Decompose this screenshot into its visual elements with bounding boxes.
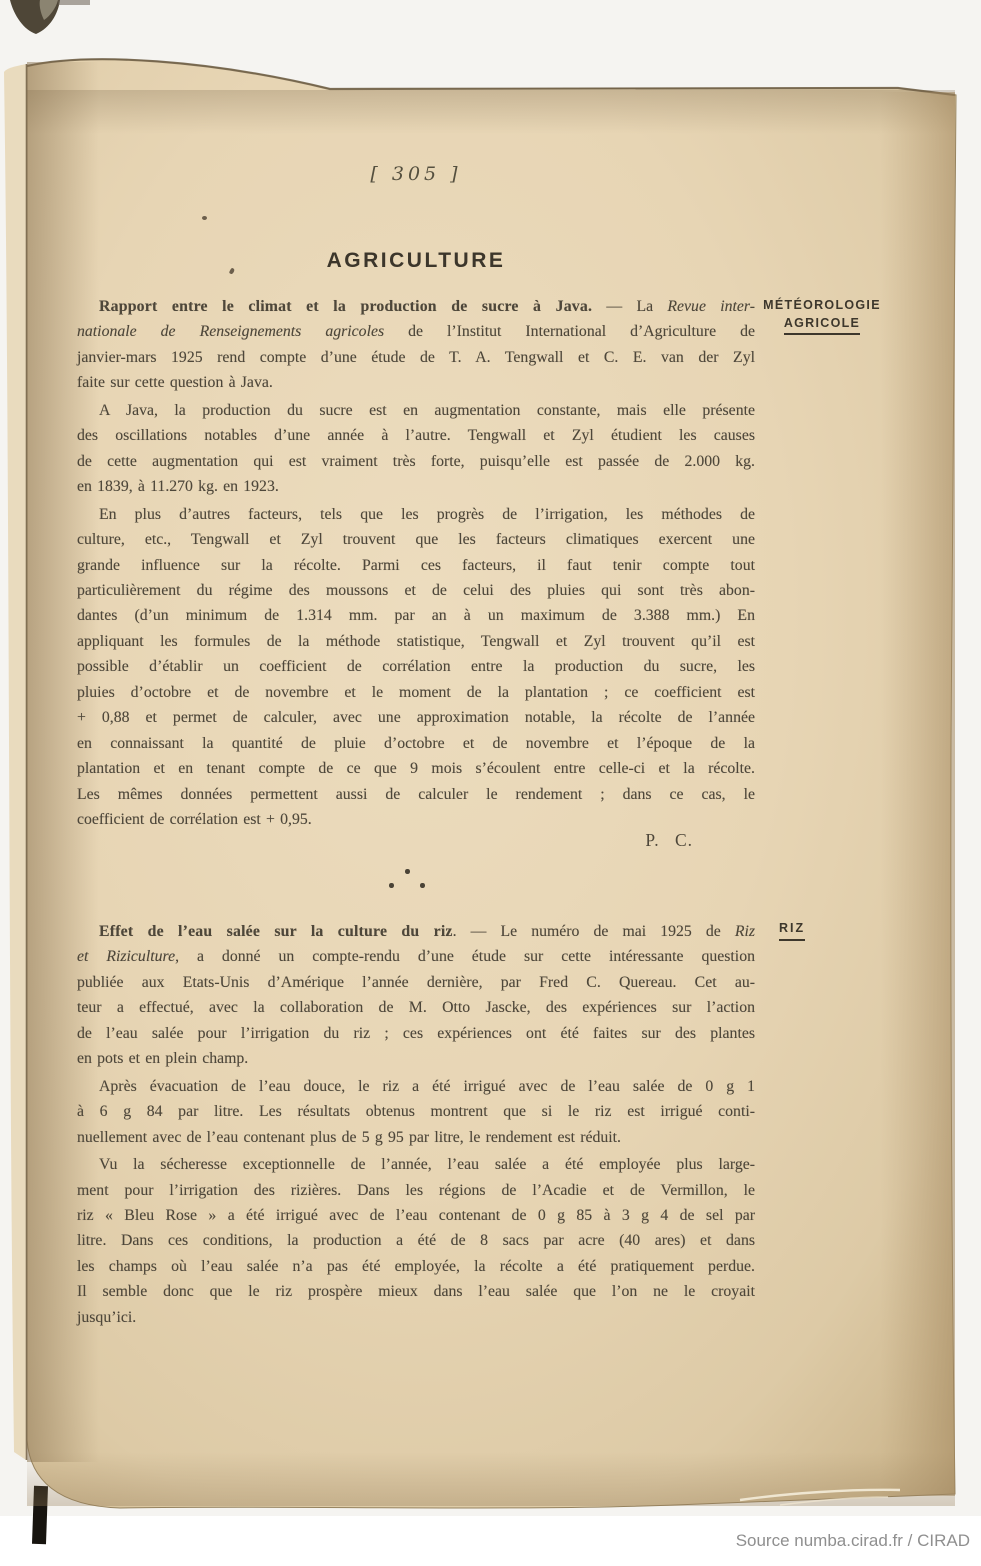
text-run: de cette augmentation qui est vraiment très forte, puisqu’elle est passée de 2.000 kg. — [77, 452, 755, 470]
text-line — [77, 449, 755, 474]
text-run: ment pour l’irrigation des rizières. Dans les régions de l’Acadie et de Vermillon, le — [77, 1181, 755, 1199]
text-line — [77, 1305, 755, 1330]
text-line — [77, 807, 755, 832]
text-line — [77, 782, 755, 807]
top-shadow — [27, 90, 955, 134]
text-line — [77, 345, 755, 370]
text-run: en 1839, à 11.270 kg. en 1923. — [77, 478, 279, 496]
margin-note-meteorologie-agricole — [761, 297, 883, 335]
asterism-dot — [389, 883, 394, 888]
text-line — [77, 1046, 755, 1071]
text-run: Riz — [734, 923, 755, 940]
page-number: [ 305 ] — [370, 163, 462, 185]
article-signature: P. C. — [645, 830, 693, 850]
text-line — [77, 680, 755, 705]
text-run: en connaissant la quantité de pluie d’octobre et de novembre et l’époque de la — [77, 734, 755, 752]
text-run: faite sur cette question à Java. — [77, 374, 273, 392]
text-run: jusqu’ici. — [77, 1308, 137, 1326]
text-line — [77, 1021, 755, 1046]
text-line — [77, 502, 755, 527]
paragraph — [77, 294, 755, 396]
text-line — [77, 1178, 755, 1203]
text-run: à 6 g 84 par litre. Les résultats obtenus montrent que si le riz est irrigué conti- — [77, 1103, 755, 1121]
text-run: Vu la sécheresse exceptionnelle de l’année, l’eau salée a été employée plus large- — [99, 1156, 755, 1174]
bottom-shadow — [27, 1452, 955, 1506]
text-line — [77, 1254, 755, 1279]
text-run: et Riziculture — [77, 948, 176, 966]
margin-note-line-underlined: RIZ — [779, 920, 805, 941]
text-run: janvier-mars 1925 rend compte d’une étude de T. A. Tengwall et C. E. van der Zyl — [77, 348, 755, 366]
text-line — [77, 1074, 755, 1099]
text-line — [77, 370, 755, 395]
text-run: coefficient de corrélation est + 0,95. — [77, 811, 312, 829]
margin-note-line: MÉTÉOROLOGIE — [763, 298, 881, 312]
text-run: dantes (d’un minimum de 1.314 mm. par an à un maximum de 3.388 mm.) En — [77, 607, 755, 625]
article-eau-salee-riz — [77, 919, 755, 1332]
text-line — [77, 629, 755, 654]
text-line — [77, 423, 755, 448]
text-run: de l’Institut International d’Agriculture de — [384, 323, 755, 341]
paragraph — [77, 502, 755, 833]
text-line — [77, 756, 755, 781]
text-run: , a donné un compte-rendu d’une étude sur cette intéressante question — [175, 948, 755, 966]
text-run: + 0,88 et permet de calculer, avec une approximation notable, la récolte de l’année — [77, 709, 755, 727]
text-line — [77, 995, 755, 1020]
text-line — [77, 294, 755, 319]
text-line — [77, 970, 755, 995]
text-line — [77, 578, 755, 603]
text-line — [77, 1203, 755, 1228]
text-run: — La — [592, 298, 668, 315]
text-run: les champs où l’eau salée n’a pas été employée, la récolte a été pratiquement perdue. — [77, 1257, 755, 1275]
text-line — [77, 603, 755, 628]
text-run: particulièrement du régime des moussons et de celui des pluies qui sont très abon- — [77, 581, 755, 599]
ink-speck — [202, 216, 207, 220]
text-run: pluies d’octobre et de novembre et le moment de la plantation ; ce coefficient est — [77, 683, 755, 701]
text-run: Revue inter- — [667, 298, 755, 315]
text-line — [77, 474, 755, 499]
text-line — [77, 731, 755, 756]
text-run: A Java, la production du sucre est en augmentation constante, mais elle présente — [99, 401, 755, 419]
text-run: litre. Dans ces conditions, la production a été de 8 sacs par acre (40 ares) et dans — [77, 1232, 755, 1250]
text-run: En plus d’autres facteurs, tels que les progrès de l’irrigation, les méthodes de — [99, 505, 755, 523]
text-line — [77, 553, 755, 578]
text-run: publiée aux Etats-Unis d’Amérique l’année dernière, par Fred C. Quereau. Cet au- — [77, 973, 755, 991]
margin-note-riz — [779, 920, 805, 941]
source-watermark: Source numba.cirad.fr / CIRAD — [735, 1531, 970, 1550]
text-run: teur a effectué, avec la collaboration de M. Otto Jascke, des expériences sur l’action — [77, 999, 755, 1017]
text-line — [77, 398, 755, 423]
text-run: Effet de l’eau salée sur la culture du riz — [99, 923, 453, 940]
binding-edge — [58, 0, 90, 5]
text-run: Rapport entre le climat et la production de sucre à Java. — [99, 298, 593, 315]
section-heading: AGRICULTURE — [326, 249, 506, 272]
right-edge-shadow — [880, 92, 955, 1496]
text-line — [77, 919, 755, 944]
asterism-dot — [405, 869, 410, 874]
text-run: Il semble donc que le riz prospère mieux dans l’eau salée que l’on ne le croyait — [77, 1283, 755, 1301]
text-run: culture, etc., Tengwall et Zyl trouvent que les facteurs climatiques exercent une — [77, 531, 755, 549]
text-run: en pots et en plein champ. — [77, 1050, 249, 1068]
paragraph — [77, 1152, 755, 1330]
text-run: . — Le numéro de mai 1925 de — [452, 923, 735, 940]
text-run: de l’eau salée pour l’irrigation du riz ; ces expériences ont été faites sur des plantes — [77, 1024, 755, 1042]
text-run: plantation et en tenant compte de ce que 9 mois s’écoulent entre celle-ci et la récolte. — [77, 760, 755, 778]
text-run: des oscillations notables d’une année à l’autre. Tengwall et Zyl étudient les causes — [77, 427, 755, 445]
text-run: Après évacuation de l’eau douce, le riz a été irrigué avec de l’eau salée de 0 g 1 — [99, 1077, 755, 1095]
text-run: riz « Bleu Rose » a été irrigué avec de l’eau contenant de 0 g 85 à 3 g 4 de sel par — [77, 1206, 755, 1224]
text-line — [77, 1152, 755, 1177]
text-line — [77, 944, 755, 969]
article-climat-sucre-java — [77, 294, 755, 835]
text-line — [77, 1125, 755, 1150]
asterism-divider — [388, 869, 426, 891]
text-run: nuellement avec de l’eau contenant plus de 5 g 95 par litre, le rendement est réduit. — [77, 1128, 622, 1146]
text-run: grande influence sur la récolte. Parmi ces facteurs, il faut tenir compte tout — [77, 556, 755, 574]
text-run: possible d’établir un coefficient de corrélation entre la production du sucre, les — [77, 658, 755, 676]
paragraph — [77, 919, 755, 1072]
text-line — [77, 527, 755, 552]
text-line — [77, 654, 755, 679]
text-line — [77, 705, 755, 730]
text-line — [77, 319, 755, 344]
text-run: Les mêmes données permettent aussi de calculer le rendement ; dans ce cas, le — [77, 785, 755, 803]
asterism-dot — [420, 883, 425, 888]
text-run: nationale de Renseignements agricoles — [77, 323, 385, 341]
margin-note-line-underlined: AGRICOLE — [784, 315, 860, 336]
text-line — [77, 1279, 755, 1304]
text-line — [77, 1099, 755, 1124]
paragraph — [77, 398, 755, 500]
paragraph — [77, 1074, 755, 1150]
text-line — [77, 1228, 755, 1253]
text-run: appliquant les formules de la méthode statistique, Tengwall et Zyl trouvent qu’il est — [77, 632, 755, 650]
